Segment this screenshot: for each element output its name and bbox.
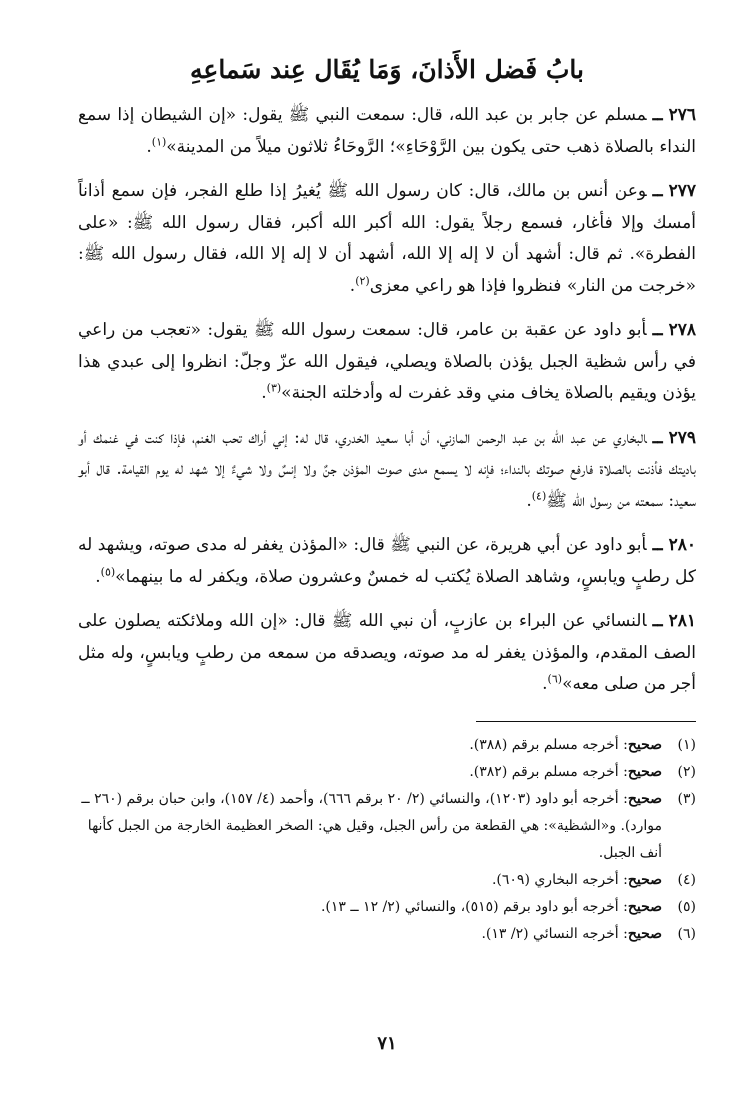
footnote-number: (٥) — [677, 898, 696, 915]
hadith-278: ٢٧٨ــأبو داود عن عقبة بن عامر، قال: سمعت رسول الله ﷺ يقول: «تعجب من راعي في رأس شظية الجبل يؤذن بالصلاة ويصلي، فيقول الله عزّ وجلّ: انظروا إلى عبدي هذا يؤذن ويقيم بالصلاة يخاف مني وقد غفرت له وأدخلته الجنة»$^{(٣)}$. — [78, 320, 696, 403]
footnote-grade: صحيح — [627, 871, 662, 888]
hadith-281: ٢٨١ــالنسائي عن البراء بن عازبٍ، أن نبي الله ﷺ قال: «إن الله وملائكته يصلون على الصف المقدم، والمؤذن يغفر له مد صوته، ويصدقه من سمعه من رطبٍ ويابسٍ، وله مثل أجر من صلى معه»$^{(٦)}$. — [78, 611, 696, 694]
footnote-marker[interactable]: (٦) — [547, 672, 563, 686]
footnote-number: (١) — [677, 736, 696, 753]
footnote-text: أخرجه أبو داود (١٢٠٣)، والنسائي (٢/ ٢٠ برقم ٦٦٦)، وأحمد (٤/ ١٥٧)، وابن حبان برقم (٢٦٠ ــ موارد). و«الشظية»: هي القطعة من رأس الجبل، وقيل هي: الصخر العظيمة الخارجة من الجبل كأنها أنف الجبل. — [81, 790, 662, 861]
footnote-number: (٢) — [677, 763, 696, 780]
hadith-number: ٢٧٩ — [668, 427, 696, 448]
hadith-number: ٢٨١ — [668, 611, 696, 631]
footnote-number: (٣) — [677, 790, 696, 807]
footnote-divider — [476, 721, 696, 722]
hadith-276: ٢٧٦ــمسلم عن جابر بن عبد الله، قال: سمعت النبي ﷺ يقول: «إن الشيطان إذا سمع النداء بالصلاة ذهب حتى يكون بين الرَّوْحَاءِ»؛ الرَّوحَاءُ ثلاثون ميلاً من المدينة»$^{(١)}$. — [78, 105, 696, 157]
hadith-number: ٢٧٨ — [668, 320, 696, 340]
footnotes-section — [78, 732, 696, 948]
footnote-marker[interactable]: (٥) — [100, 564, 116, 578]
footnote-marker[interactable]: (٢) — [355, 273, 370, 287]
hadith-text: البخاري عن عبد الله بن عبد الرحمن المازني، أن أبا سعيد الخدري، قال له: إني أراك تحب الغنم، فإذا كنت في غنمك أو باديتك فأذنت بالصلاة فارفع صوتك بالنداء؛ فإنه لا يسمع مدى صوت المؤذن جنٌ ولا إنسٌ ولا شيءٌ إلا شهد له يوم القيامة. قال أبو سعيد: سمعته من رسول الله ﷺ — [78, 427, 696, 511]
footnote-text: أخرجه أبو داود برقم (٥١٥)، والنسائي (٢/ ١٢ ــ ١٣). — [320, 898, 619, 915]
footnote-body: صحيح: أخرجه مسلم برقم (٣٨٢). — [469, 763, 662, 780]
footnote-grade: صحيح — [627, 925, 662, 942]
footnote-grade: صحيح — [627, 763, 662, 780]
hadith-dash: ــ — [652, 611, 663, 631]
hadith-text: مسلم عن جابر بن عبد الله، قال: سمعت النبي ﷺ يقول: «إن الشيطان إذا سمع النداء بالصلاة ذهب حتى يكون بين الرَّوْحَاءِ»؛ الرَّوحَاءُ ثلاثون ميلاً من المدينة» — [78, 105, 696, 157]
footnote-2 — [78, 759, 696, 786]
footnote-grade: صحيح — [627, 790, 662, 807]
footnote-5 — [78, 894, 696, 921]
footnote-text: أخرجه مسلم برقم (٣٨٨). — [469, 736, 619, 753]
footnote-4 — [78, 867, 696, 894]
hadith-text: أبو داود عن أبي هريرة، عن النبي ﷺ قال: «المؤذن يغفر له مدى صوته، ويشهد له كل رطبٍ ويابسٍ، وشاهد الصلاة يُكتب له خمسٌ وعشرون صلاة، ويكفر له ما بينهما» — [78, 535, 696, 587]
hadith-number: ٢٧٦ — [668, 105, 696, 125]
footnote-number: (٦) — [677, 925, 696, 942]
footnote-marker[interactable]: (٤) — [531, 488, 547, 502]
footnote-1 — [78, 732, 696, 759]
hadith-number: ٢٨٠ — [668, 535, 696, 555]
footnote-text: أخرجه النسائي (٢/ ١٣). — [481, 925, 619, 942]
footnote-body: صحيح: أخرجه النسائي (٢/ ١٣). — [481, 925, 662, 942]
hadith-280: ٢٨٠ــأبو داود عن أبي هريرة، عن النبي ﷺ قال: «المؤذن يغفر له مدى صوته، ويشهد له كل رطبٍ ويابسٍ، وشاهد الصلاة يُكتب له خمسٌ وعشرون صلاة، ويكفر له ما بينهما»$^{(٥)}$. — [78, 535, 696, 587]
footnote-body: صحيح: أخرجه البخاري (٦٠٩). — [491, 871, 662, 888]
footnote-3 — [78, 786, 696, 867]
book-page — [78, 52, 696, 1062]
hadith-dash: ــ — [652, 320, 663, 340]
footnote-grade: صحيح — [627, 898, 662, 915]
footnote-marker[interactable]: (١) — [151, 134, 167, 148]
hadith-number: ٢٧٧ — [668, 181, 696, 201]
footnote-marker[interactable]: (٣) — [266, 381, 282, 395]
hadith-text: وعن أنس بن مالك، قال: كان رسول الله ﷺ يُغيرُ إذا طلع الفجر، فإن سمع أذاناً أمسك وإلا فأغار، فسمع رجلاً يقول: الله أكبر الله أكبر، فقال رسول الله ﷺ: «على الفطرة». ثم قال: أشهد أن لا إله إلا الله، أشهد أن لا إله إلا الله، فقال رسول الله ﷺ: «خرجت من النار» فنظروا فإذا هو راعي معزى — [78, 181, 696, 296]
hadith-dash: ــ — [652, 105, 663, 125]
footnote-6 — [78, 921, 696, 948]
footnote-number: (٤) — [677, 871, 696, 888]
hadith-dash: ــ — [652, 427, 663, 448]
hadith-279: ٢٧٩ــالبخاري عن عبد الله بن عبد الرحمن المازني، أن أبا سعيد الخدري، قال له: إني أراك تحب الغنم، فإذا كنت في غنمك أو باديتك فأذنت بالصلاة فارفع صوتك بالنداء؛ فإنه لا يسمع مدى صوت المؤذن جنٌ ولا إنسٌ ولا شيءٌ إلا شهد له يوم القيامة. قال أبو سعيد: سمعته من رسول الله ﷺ$^{(٤)}$. — [78, 427, 696, 511]
page-number: ٧١ — [377, 1033, 397, 1054]
hadith-dash: ــ — [652, 535, 663, 555]
footnote-text: أخرجه البخاري (٦٠٩). — [491, 871, 619, 888]
hadith-dash: ــ — [652, 181, 663, 201]
hadith-277: ٢٧٧ــوعن أنس بن مالك، قال: كان رسول الله ﷺ يُغيرُ إذا طلع الفجر، فإن سمع أذاناً أمسك وإلا فأغار، فسمع رجلاً يقول: الله أكبر الله أكبر، فقال رسول الله ﷺ: «على الفطرة». ثم قال: أشهد أن لا إله إلا الله، أشهد أن لا إله إلا الله، فقال رسول الله ﷺ: «خرجت من النار» فنظروا فإذا هو راعي معزى$^{(٢)}$. — [78, 181, 696, 296]
footnote-text: أخرجه مسلم برقم (٣٨٢). — [469, 763, 619, 780]
footnote-grade: صحيح — [627, 736, 662, 753]
hadith-text: النسائي عن البراء بن عازبٍ، أن نبي الله ﷺ قال: «إن الله وملائكته يصلون على الصف المقدم، والمؤذن يغفر له مد صوته، ويصدقه من سمعه من رطبٍ ويابسٍ، وله مثل أجر من صلى معه» — [78, 611, 696, 694]
footnote-body: صحيح: أخرجه مسلم برقم (٣٨٨). — [469, 736, 662, 753]
footnote-body: صحيح: أخرجه أبو داود (١٢٠٣)، والنسائي (٢/ ٢٠ برقم ٦٦٦)، وأحمد (٤/ ١٥٧)، وابن حبان برقم (٢٦٠ ــ موارد). و«الشظية»: هي القطعة من رأس الجبل، وقيل هي: الصخر العظيمة الخارجة من الجبل كأنها أنف الجبل. — [81, 790, 662, 861]
footnote-body: صحيح: أخرجه أبو داود برقم (٥١٥)، والنسائي (٢/ ١٢ ــ ١٣). — [320, 898, 662, 915]
chapter-title: بابُ فَضل الأَذانَ، وَمَا يُقَال عِند سَماعِهِ — [190, 55, 584, 84]
hadith-text: أبو داود عن عقبة بن عامر، قال: سمعت رسول الله ﷺ يقول: «تعجب من راعي في رأس شظية الجبل يؤذن بالصلاة ويصلي، فيقول الله عزّ وجلّ: انظروا إلى عبدي هذا يؤذن ويقيم بالصلاة يخاف مني وقد غفرت له وأدخلته الجنة» — [78, 320, 696, 403]
